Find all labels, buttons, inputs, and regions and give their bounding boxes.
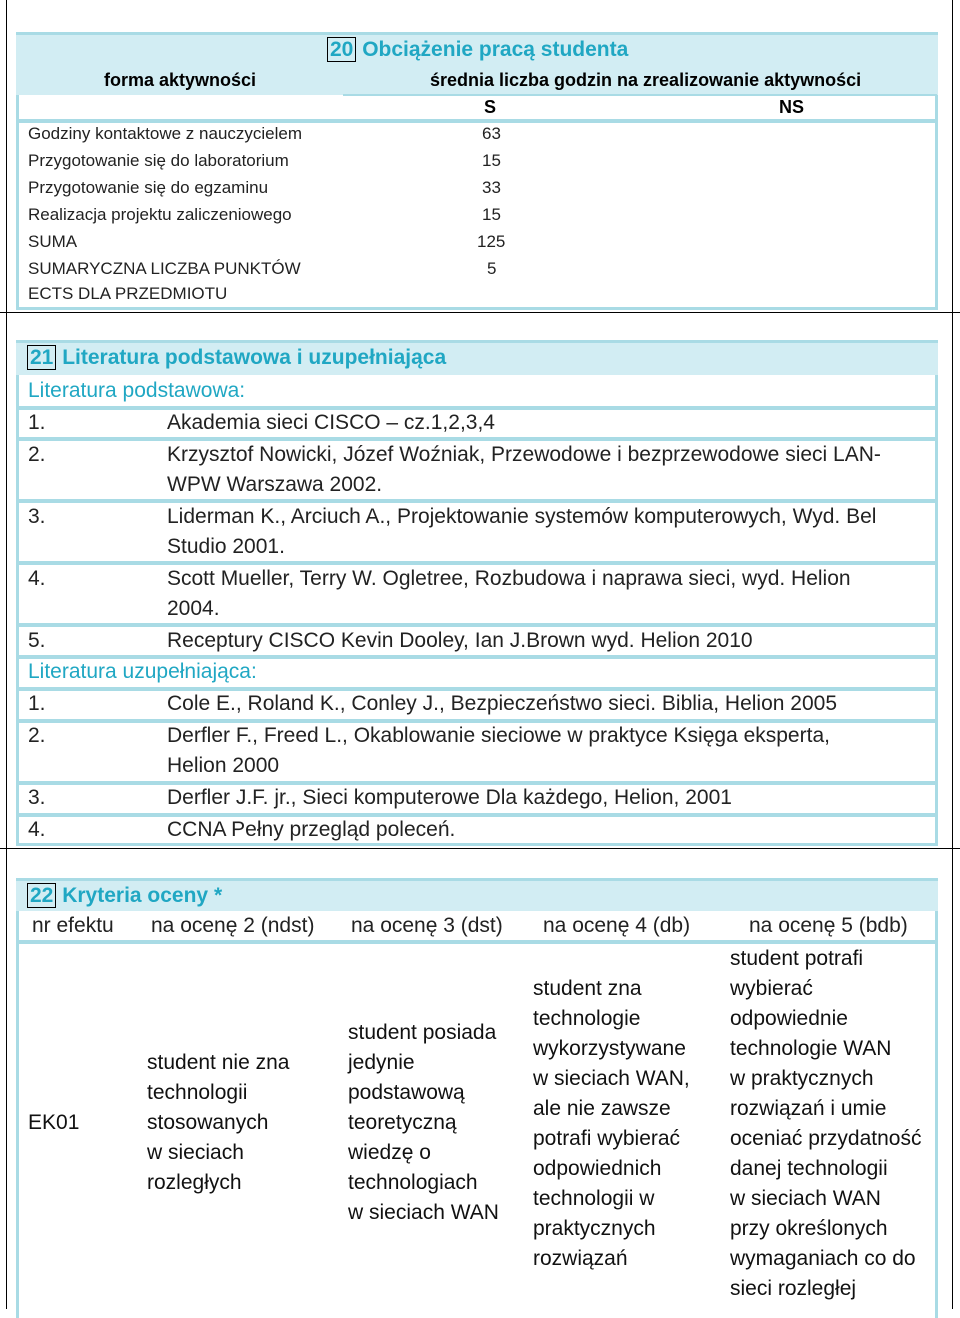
workload-separator xyxy=(19,119,937,123)
criteria-header-effect: nr efektu xyxy=(32,914,114,937)
workload-row-s-value: 33 xyxy=(482,178,501,197)
activity-column-header: forma aktywności xyxy=(104,70,257,90)
literature-separator xyxy=(19,623,937,627)
supplementary-item-text: CCNA Pełny przegląd poleceń. xyxy=(167,818,456,841)
criteria-line: technologie xyxy=(533,1007,641,1030)
workload-row-label: Przygotowanie się do egzaminu xyxy=(28,178,269,197)
page-divider-1 xyxy=(0,312,960,313)
supplementary-item-text-continuation: Helion 2000 xyxy=(167,754,280,777)
supplementary-item-text: Derfler J.F. jr., Sieci komputerowe Dla każdego, Helion, 2001 xyxy=(167,786,732,809)
criteria-line: praktycznych xyxy=(533,1217,656,1240)
workload-row-label: Realizacja projektu zaliczeniowego xyxy=(28,205,292,224)
literature-separator xyxy=(19,719,937,723)
workload-row-s-value: 125 xyxy=(477,232,506,251)
criteria-line: w praktycznych xyxy=(730,1067,874,1090)
literature-separator xyxy=(19,437,937,441)
criteria-line: student posiada xyxy=(348,1021,497,1044)
basic-item-text-continuation: Studio 2001. xyxy=(167,535,285,558)
criteria-section-title xyxy=(27,883,222,908)
workload-row-s-value: 15 xyxy=(482,205,501,224)
s-column-header: S xyxy=(484,97,497,117)
criteria-line: student potrafi xyxy=(730,947,864,970)
ects-value: 5 xyxy=(487,259,497,278)
workload-row-s-value: 63 xyxy=(482,124,501,143)
criteria-line: student zna xyxy=(533,977,642,1000)
supplementary-literature-heading: Literatura uzupełniająca: xyxy=(28,660,257,683)
basic-item-number: 2. xyxy=(28,443,46,466)
criteria-grade4-cell xyxy=(533,974,723,1274)
basic-item-number: 5. xyxy=(28,629,46,652)
criteria-line: rozległych xyxy=(147,1171,242,1194)
criteria-line: podstawową xyxy=(348,1081,465,1104)
criteria-line: oceniać przydatność xyxy=(730,1127,922,1150)
ects-label-line2: ECTS DLA PRZEDMIOTU xyxy=(28,284,228,303)
criteria-header-grade5: na ocenę 5 (bdb) xyxy=(749,914,908,937)
criteria-header-grade4: na ocenę 4 (db) xyxy=(543,914,691,937)
ns-column-header: NS xyxy=(779,97,805,117)
criteria-line: odpowiednie xyxy=(730,1007,848,1030)
literature-separator xyxy=(19,499,937,503)
criteria-line: przy określonych xyxy=(730,1217,888,1240)
criteria-header-grade2: na ocenę 2 (ndst) xyxy=(151,914,315,937)
criteria-line: jedynie xyxy=(348,1051,415,1074)
basic-item-number: 3. xyxy=(28,505,46,528)
literature-separator xyxy=(19,561,937,565)
criteria-line: teoretyczną xyxy=(348,1111,457,1134)
basic-item-number: 4. xyxy=(28,567,46,590)
workload-row-s-value: 15 xyxy=(482,151,501,170)
workload-row-label: Godziny kontaktowe z nauczycielem xyxy=(28,124,303,143)
basic-item-text: Akademia sieci CISCO – cz.1,2,3,4 xyxy=(167,411,495,434)
supplementary-item-text: Derfler F., Freed L., Okablowanie sieciowe w praktyce Księga eksperta, xyxy=(167,724,830,747)
workload-section-number: 20 xyxy=(327,37,356,62)
criteria-line: wybierać xyxy=(730,977,813,1000)
criteria-line: stosowanych xyxy=(147,1111,269,1134)
workload-section-title-text: Obciążenie pracą studenta xyxy=(362,38,629,61)
basic-item-number: 1. xyxy=(28,411,46,434)
basic-item-text-continuation: WPW Warszawa 2002. xyxy=(167,473,383,496)
criteria-line: odpowiednich xyxy=(533,1157,662,1180)
criteria-section-number: 22 xyxy=(27,883,56,908)
criteria-line: technologii xyxy=(147,1081,248,1104)
supplementary-item-number: 2. xyxy=(28,724,46,747)
criteria-grade5-cell xyxy=(730,944,945,1304)
criteria-line: technologiach xyxy=(348,1171,478,1194)
criteria-line: w sieciach xyxy=(147,1141,244,1164)
literature-separator xyxy=(19,813,937,817)
criteria-grade2-cell xyxy=(147,1048,337,1198)
literature-section-title-text: Literatura podstawowa i uzupełniająca xyxy=(62,346,447,369)
literature-separator xyxy=(19,655,937,659)
page-right-border xyxy=(952,0,953,1309)
literature-section-number: 21 xyxy=(27,345,56,370)
criteria-line: potrafi wybierać xyxy=(533,1127,681,1150)
supplementary-item-number: 1. xyxy=(28,692,46,715)
criteria-line: sieci rozległej xyxy=(730,1277,857,1300)
criteria-line: rozwiązań i umie xyxy=(730,1097,887,1120)
basic-item-text: Liderman K., Arciuch A., Projektowanie systemów komputerowych, Wyd. Bel xyxy=(167,505,877,528)
criteria-line: wiedzę o xyxy=(348,1141,431,1164)
criteria-grade3-cell xyxy=(348,1018,538,1228)
ects-label-line1: SUMARYCZNA LICZBA PUNKTÓW xyxy=(28,259,301,278)
criteria-header-grade3: na ocenę 3 (dst) xyxy=(351,914,503,937)
criteria-line: danej technologii xyxy=(730,1157,888,1180)
basic-item-text-continuation: 2004. xyxy=(167,597,220,620)
criteria-line: student nie zna xyxy=(147,1051,290,1074)
criteria-line: w sieciach WAN, xyxy=(533,1067,690,1090)
criteria-line: w sieciach WAN xyxy=(730,1187,881,1210)
literature-section-title xyxy=(27,345,446,370)
page-left-border xyxy=(6,0,7,1309)
criteria-line: technologii w xyxy=(533,1187,655,1210)
page-divider-2 xyxy=(0,848,960,849)
workload-section-title xyxy=(327,37,628,62)
criteria-line: w sieciach WAN xyxy=(348,1201,499,1224)
supplementary-item-text: Cole E., Roland K., Conley J., Bezpieczeństwo sieci. Biblia, Helion 2005 xyxy=(167,692,838,715)
criteria-effect-id: EK01 xyxy=(28,1111,80,1134)
literature-separator xyxy=(19,406,937,410)
hours-header-underline xyxy=(343,94,937,96)
criteria-line: wymaganiach co do xyxy=(730,1247,916,1270)
criteria-line: wykorzystywane xyxy=(533,1037,686,1060)
criteria-line: ale nie zawsze xyxy=(533,1097,671,1120)
supplementary-item-number: 4. xyxy=(28,818,46,841)
literature-separator xyxy=(19,781,937,785)
basic-item-text: Scott Mueller, Terry W. Ogletree, Rozbudowa i naprawa sieci, wyd. Helion xyxy=(167,567,851,590)
criteria-line: rozwiązań xyxy=(533,1247,628,1270)
hours-column-header: średnia liczba godzin na zrealizowanie aktywności xyxy=(430,70,862,90)
criteria-line: technologie WAN xyxy=(730,1037,892,1060)
basic-item-text: Krzysztof Nowicki, Józef Woźniak, Przewodowe i bezprzewodowe sieci LAN- xyxy=(167,443,881,466)
supplementary-item-number: 3. xyxy=(28,786,46,809)
literature-separator xyxy=(19,687,937,691)
workload-row-label: SUMA xyxy=(28,232,78,251)
basic-item-text: Receptury CISCO Kevin Dooley, Ian J.Brown wyd. Helion 2010 xyxy=(167,629,753,652)
basic-literature-heading: Literatura podstawowa: xyxy=(28,379,246,402)
workload-row-label: Przygotowanie się do laboratorium xyxy=(28,151,289,170)
criteria-section-title-text: Kryteria oceny * xyxy=(62,884,223,907)
